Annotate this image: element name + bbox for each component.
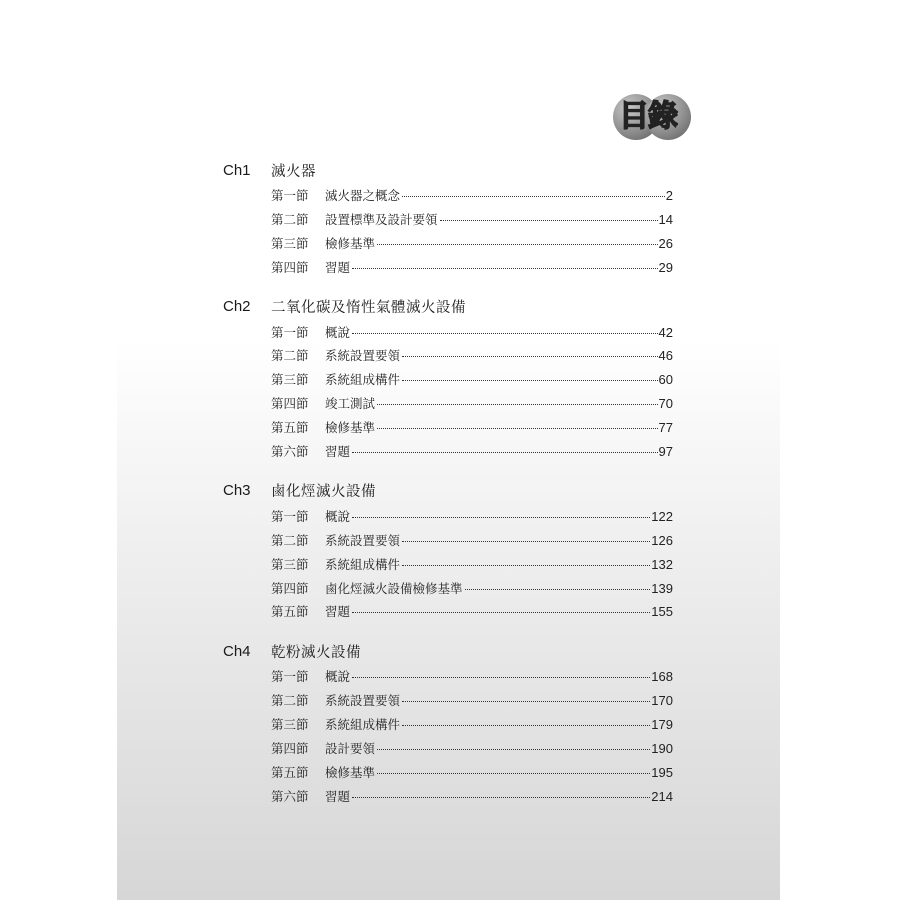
section-title: 概說 (325, 324, 351, 340)
section-title: 檢修基準 (325, 420, 376, 436)
dot-leader (402, 356, 658, 357)
chapter-1 (223, 156, 673, 280)
page-number: 26 (658, 235, 673, 251)
section-title: 系統設置要領 (325, 532, 401, 548)
section-number: 第一節 (271, 669, 309, 685)
chapter-3 (223, 477, 673, 624)
dot-leader (402, 196, 665, 197)
page-number: 97 (658, 444, 673, 460)
dot-leader (352, 612, 650, 613)
toc-entry (271, 505, 673, 529)
page-number: 14 (658, 211, 673, 227)
section-number: 第六節 (271, 444, 309, 460)
section-title: 習題 (325, 444, 351, 460)
section-number: 第三節 (271, 372, 309, 388)
toc-entry (271, 232, 673, 256)
page-number: 139 (651, 580, 673, 596)
page-number: 126 (651, 532, 673, 548)
section-number: 第三節 (271, 717, 309, 733)
dot-leader (377, 749, 650, 750)
chapter-heading (223, 293, 673, 321)
section-number: 第四節 (271, 259, 309, 275)
toc-entry (271, 529, 673, 553)
section-title: 習題 (325, 259, 351, 275)
toc-entry (271, 577, 673, 601)
table-of-contents (223, 156, 673, 809)
chapter-title: 鹵化烴滅火設備 (271, 484, 376, 501)
section-title: 滅火器之概念 (325, 188, 401, 203)
section-number: 第五節 (271, 604, 309, 620)
section-number: 第五節 (271, 764, 309, 780)
toc-entry (271, 737, 673, 761)
dot-leader (352, 797, 650, 798)
dot-leader (352, 517, 650, 518)
page-number: 132 (651, 556, 673, 572)
page-number: 170 (651, 693, 673, 709)
dot-leader (377, 244, 658, 245)
toc-entry (271, 600, 673, 624)
section-title: 鹵化烴滅火設備檢修基準 (325, 580, 463, 596)
section-number: 第一節 (271, 324, 309, 340)
page-number: 122 (651, 508, 673, 524)
page-number: 46 (658, 348, 673, 364)
section-number: 第一節 (271, 508, 309, 524)
chapter-heading (223, 637, 673, 665)
dot-leader (352, 677, 650, 678)
section-title: 概說 (325, 669, 351, 685)
dot-leader (440, 220, 658, 221)
toc-entry (271, 416, 673, 440)
dot-leader (352, 452, 658, 453)
page-number: 190 (651, 741, 673, 757)
chapter-title: 二氧化碳及惰性氣體滅火設備 (271, 300, 466, 317)
toc-entry (271, 368, 673, 392)
dot-leader (377, 428, 658, 429)
dot-leader (377, 773, 650, 774)
chapter-number: Ch3 (223, 482, 251, 500)
section-title: 習題 (325, 788, 351, 804)
section-title: 檢修基準 (325, 764, 376, 780)
chapter-title: 乾粉滅火設備 (271, 644, 361, 661)
chapter-title: 滅火器 (271, 163, 316, 180)
page-number: 42 (658, 324, 673, 340)
section-number: 第五節 (271, 420, 309, 436)
section-number: 第四節 (271, 396, 309, 412)
section-number: 第二節 (271, 532, 309, 548)
toc-entry (271, 208, 673, 232)
page-number: 60 (658, 372, 673, 388)
toc-title-badge (611, 94, 701, 142)
toc-entry (271, 665, 673, 689)
dot-leader (377, 404, 658, 405)
toc-entry (271, 321, 673, 345)
section-number: 第二節 (271, 693, 309, 709)
page-number: 2 (665, 188, 673, 203)
dot-leader (402, 725, 650, 726)
chapter-number: Ch4 (223, 642, 251, 660)
toc-entry (271, 184, 673, 208)
section-title: 系統設置要領 (325, 348, 401, 364)
section-title: 習題 (325, 604, 351, 620)
toc-entry (271, 761, 673, 785)
section-title: 系統組成構件 (325, 717, 401, 733)
dot-leader (402, 541, 650, 542)
section-number: 第二節 (271, 348, 309, 364)
toc-entry (271, 256, 673, 280)
page-number: 29 (658, 259, 673, 275)
page-number: 195 (651, 764, 673, 780)
page-number: 77 (658, 420, 673, 436)
toc-entry (271, 785, 673, 809)
chapter-heading (223, 477, 673, 505)
section-title: 概說 (325, 508, 351, 524)
toc-entry (271, 440, 673, 464)
toc-entry (271, 553, 673, 577)
section-number: 第一節 (271, 188, 309, 203)
section-title: 系統設置要領 (325, 693, 401, 709)
dot-leader (352, 268, 658, 269)
section-number: 第三節 (271, 556, 309, 572)
section-title: 系統組成構件 (325, 372, 401, 388)
page-number: 214 (651, 788, 673, 804)
chapter-heading (223, 156, 673, 184)
toc-entry (271, 713, 673, 737)
section-title: 設計要領 (325, 741, 376, 757)
page-number: 70 (658, 396, 673, 412)
toc-entry (271, 344, 673, 368)
chapter-4 (223, 637, 673, 808)
page-number: 168 (651, 669, 673, 685)
chapter-number: Ch1 (223, 161, 251, 179)
section-number: 第四節 (271, 741, 309, 757)
toc-entry (271, 689, 673, 713)
page-number: 179 (651, 717, 673, 733)
section-title: 檢修基準 (325, 235, 376, 251)
section-title: 竣工測試 (325, 396, 376, 412)
page-number: 155 (651, 604, 673, 620)
section-title: 系統組成構件 (325, 556, 401, 572)
dot-leader (352, 333, 658, 334)
section-number: 第六節 (271, 788, 309, 804)
toc-entry (271, 392, 673, 416)
section-number: 第四節 (271, 580, 309, 596)
dot-leader (402, 565, 650, 566)
chapter-2 (223, 293, 673, 464)
section-number: 第二節 (271, 211, 309, 227)
dot-leader (402, 380, 658, 381)
chapter-number: Ch2 (223, 298, 251, 316)
dot-leader (402, 701, 650, 702)
section-number: 第三節 (271, 235, 309, 251)
section-title: 設置標準及設計要領 (325, 211, 438, 227)
dot-leader (465, 589, 651, 590)
document-page (117, 0, 780, 900)
toc-title: 目錄 (619, 99, 677, 134)
